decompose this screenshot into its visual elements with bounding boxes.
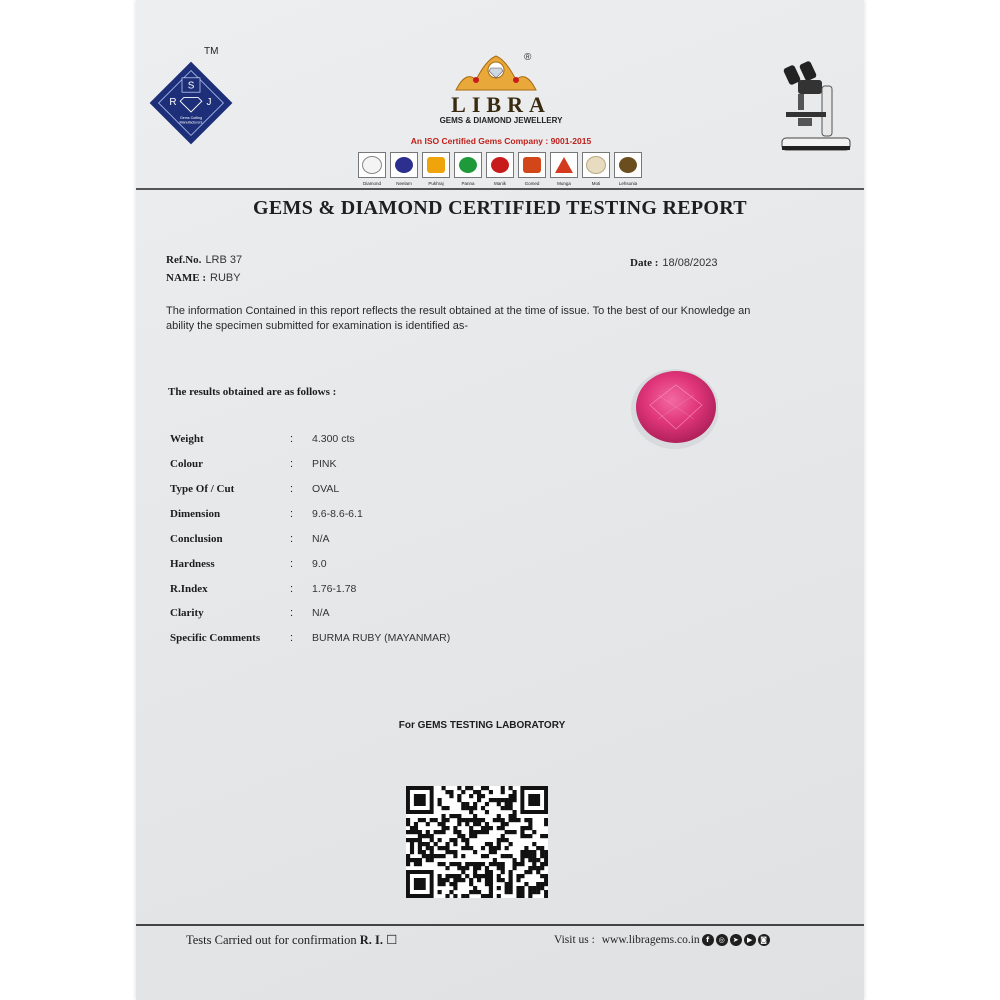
result-key: Clarity — [170, 607, 204, 619]
instagram-icon[interactable]: ◙ — [758, 934, 770, 946]
name-label: NAME : — [166, 272, 207, 284]
youtube-icon[interactable]: ▶ — [744, 934, 756, 946]
munga-gem-icon — [554, 156, 574, 174]
result-separator: : — [290, 583, 294, 595]
intro-paragraph: The information Contained in this report reflects the result obtained at the time of issue. To the best of our Knowledge an ability the specimen submitted for examination is identified as- — [166, 305, 751, 332]
microscope-icon — [776, 58, 856, 158]
srj-tagline-1: Gems Cutting — [180, 116, 202, 121]
result-separator: : — [290, 483, 294, 495]
gem-panna: Panna — [454, 152, 482, 186]
manik-gem-icon — [491, 157, 509, 173]
ref-value: LRB 37 — [205, 254, 243, 266]
srj-tagline-2: Manufacturers — [179, 120, 203, 125]
gem-manik: Manik — [486, 152, 514, 186]
date-label: Date : — [630, 257, 659, 269]
panna-gem-icon — [459, 157, 477, 173]
result-key: Conclusion — [170, 533, 223, 545]
result-value: 4.300 cts — [312, 433, 355, 445]
gem-diamond: Diamond — [358, 152, 386, 186]
result-separator: : — [290, 508, 294, 520]
result-value: N/A — [312, 607, 330, 619]
confirmation-ri: R. I. — [359, 933, 384, 947]
result-key: Type Of / Cut — [170, 483, 235, 495]
gem-icons-row — [358, 152, 642, 186]
report-title: GEMS & DIAMOND CERTIFIED TESTING REPORT — [253, 197, 747, 219]
telegram-icon[interactable]: ➤ — [730, 934, 742, 946]
header-divider — [136, 188, 864, 190]
result-key: Colour — [170, 458, 203, 470]
qr-code[interactable] — [406, 786, 548, 898]
name-value: RUBY — [210, 272, 241, 284]
lab-signature-label: For GEMS TESTING LABORATORY — [398, 720, 566, 731]
certificate-page — [136, 0, 864, 1000]
srj-letter-r: R — [169, 96, 177, 108]
result-value: PINK — [312, 458, 337, 470]
gem-gomed: Gomed — [518, 152, 546, 186]
result-separator: : — [290, 632, 294, 644]
result-key: Specific Comments — [170, 632, 261, 644]
whatsapp-icon[interactable]: ◎ — [716, 934, 728, 946]
srj-logo — [146, 58, 236, 148]
gem-lehsunia: Lehsunia — [614, 152, 642, 186]
result-separator: : — [290, 433, 294, 445]
pukhraj-gem-icon — [427, 157, 445, 173]
trademark-mark: TM — [204, 46, 219, 57]
footer-confirmation — [186, 932, 397, 948]
result-key: Dimension — [170, 508, 221, 520]
result-value: 9.0 — [312, 558, 327, 570]
ruby-stone-image — [628, 365, 718, 450]
gem-moti: Moti — [582, 152, 610, 186]
checkbox-icon: ☐ — [386, 933, 398, 947]
facebook-icon[interactable]: f — [702, 934, 714, 946]
srj-letter-s: S — [187, 80, 195, 92]
date-value: 18/08/2023 — [662, 257, 718, 269]
visit-label: Visit us : — [554, 934, 595, 946]
result-separator: : — [290, 558, 294, 570]
result-key: Weight — [170, 433, 204, 445]
result-value: 9.6-8.6-6.1 — [312, 508, 363, 520]
gem-munga: Munga — [550, 152, 578, 186]
confirmation-text: Tests Carried out for confirmation — [186, 933, 357, 947]
result-value: N/A — [312, 533, 330, 545]
result-separator: : — [290, 607, 294, 619]
diamond-gem-icon — [362, 156, 382, 174]
website-link[interactable]: www.libragems.co.in — [601, 934, 700, 946]
results-heading: The results obtained are as follows : — [168, 386, 337, 398]
iso-certification: An ISO Certified Gems Company : 9001-2015 — [410, 136, 592, 146]
result-separator: : — [290, 533, 294, 545]
gem-neelam: Neelam — [390, 152, 418, 186]
footer-divider — [136, 924, 864, 926]
date-line — [630, 253, 717, 271]
brand-name: LIBRA — [451, 92, 551, 117]
srj-letter-j: J — [206, 96, 212, 108]
footer-website — [554, 934, 770, 946]
moti-gem-icon — [586, 156, 606, 174]
gomed-gem-icon — [523, 157, 541, 173]
result-separator: : — [290, 458, 294, 470]
result-value: OVAL — [312, 483, 340, 495]
result-key: R.Index — [170, 583, 208, 595]
brand-subtitle: GEMS & DIAMOND JEWELLERY — [439, 116, 563, 125]
result-value: BURMA RUBY (MAYANMAR) — [312, 632, 451, 644]
neelam-gem-icon — [395, 157, 413, 173]
name-line — [166, 268, 241, 286]
ref-label: Ref.No. — [166, 254, 202, 266]
gem-pukhraj: Pukhraj — [422, 152, 450, 186]
result-key: Hardness — [170, 558, 215, 570]
ref-line — [166, 250, 242, 268]
registered-mark: ® — [524, 52, 532, 63]
lehsunia-gem-icon — [619, 157, 637, 173]
result-value: 1.76-1.78 — [312, 583, 357, 595]
